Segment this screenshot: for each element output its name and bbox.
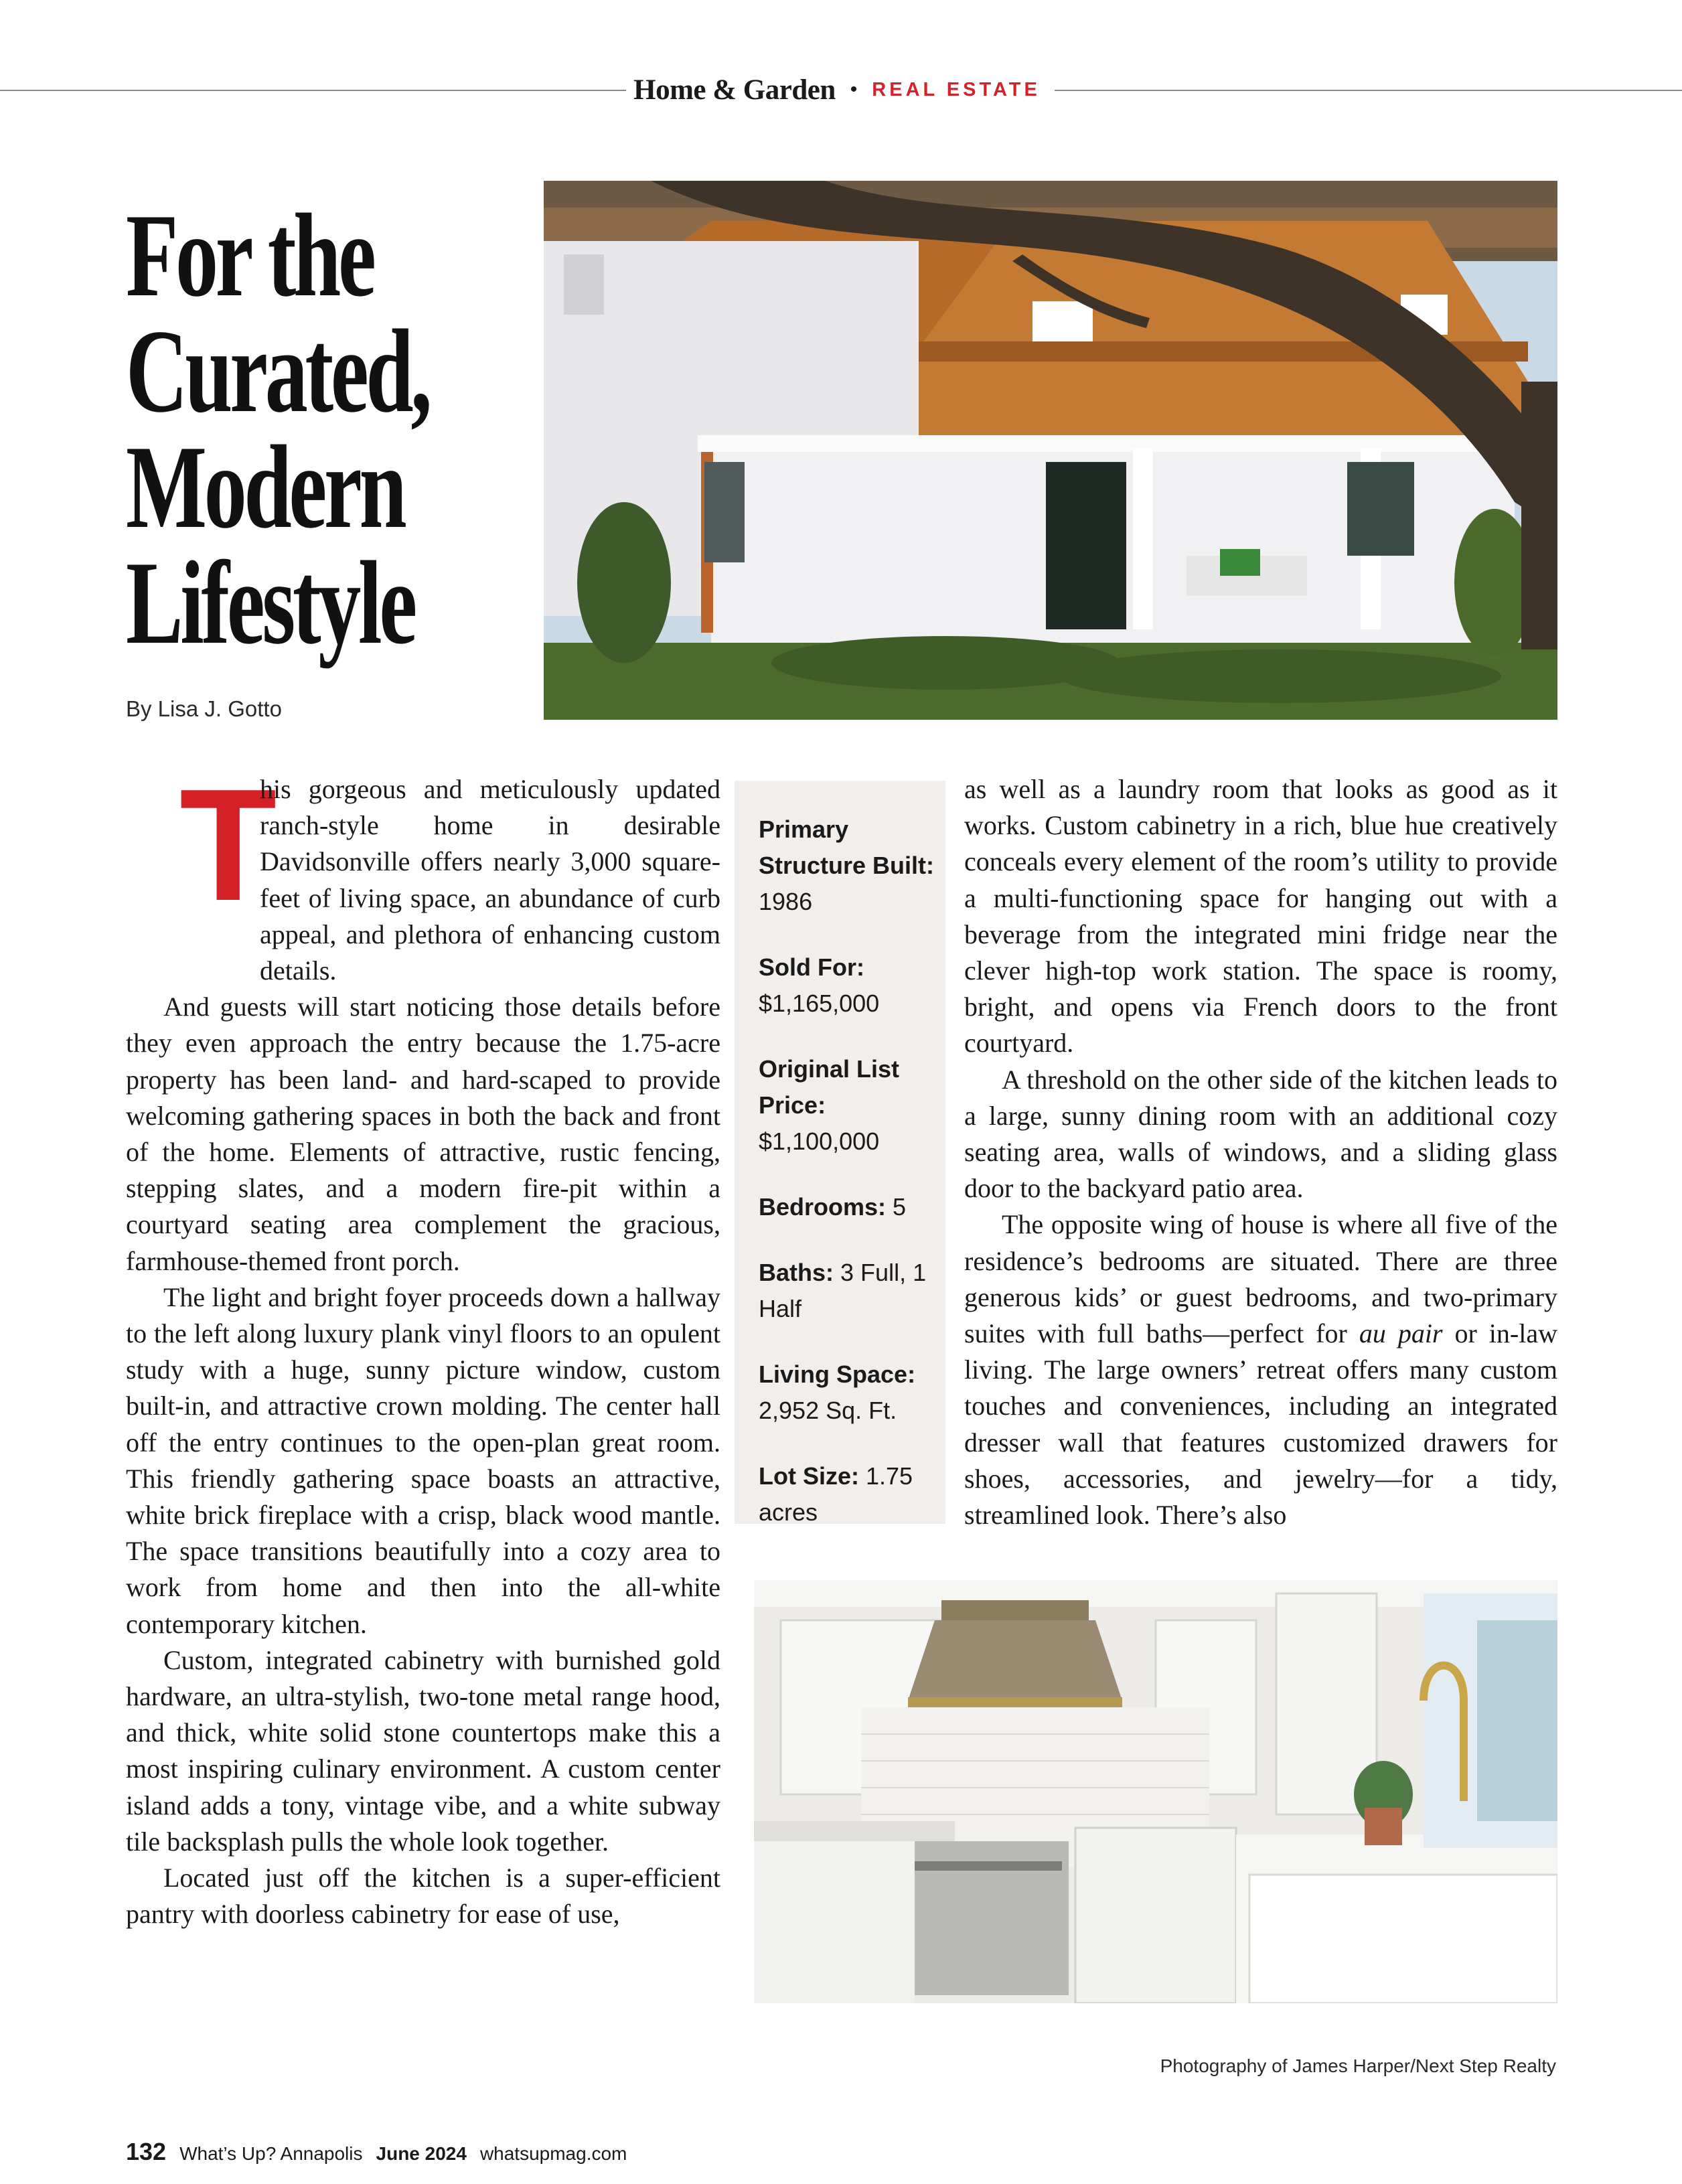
drop-cap: T xyxy=(179,757,277,934)
article-title xyxy=(126,189,435,669)
photo-credit: Photography of James Harper/Next Step Realty xyxy=(1160,2055,1556,2076)
fact-value: 5 xyxy=(893,1193,907,1221)
fact-value: 1986 xyxy=(759,888,813,915)
fact-value: $1,100,000 xyxy=(759,1127,880,1155)
title-line: Modern xyxy=(126,420,404,553)
paragraph-text: The opposite wing of house is where all five of the residence’s bedrooms are situated. There are three generous kids’ or guest bedrooms, and two-primary suites with full baths—perfect for xyxy=(964,1209,1557,1349)
fact-label: Sold For: xyxy=(759,953,864,981)
fact-label: Baths: xyxy=(759,1259,834,1286)
body-column-left xyxy=(126,757,720,1933)
website: whatsupmag.com xyxy=(479,2143,627,2164)
fact-sold-for xyxy=(759,949,939,1022)
paragraph-text: or in-law living. The large owners’ retreat offers many custom touches and conveniences, including an integrated dresser wall that features customized drawers for shoes, accessories, and jewelry—for a tidy, streamlined look. There’s also xyxy=(964,1318,1557,1531)
property-facts-sidebar xyxy=(735,781,945,1524)
body-paragraph xyxy=(964,1206,1557,1533)
fact-living-space xyxy=(759,1356,939,1429)
body-paragraph: And guests will start noticing those details before they even approach the entry because the 1.75-acre property has been land- and hard-scaped to provide welcoming gathering spaces in both the back and front of the home. Elements of attractive, rustic fencing, stepping slates, and a modern fire-pit within a courtyard seating area complement the gracious, farmhouse-themed front porch. xyxy=(126,992,720,1276)
title-line: Curated, xyxy=(126,305,430,437)
house-illustration xyxy=(544,181,1557,720)
fact-label: Lot Size: xyxy=(759,1462,859,1490)
running-header xyxy=(603,70,1071,110)
page-footer xyxy=(126,2138,627,2166)
fact-value: 3 Full, 1 Half xyxy=(759,1259,927,1322)
body-paragraph: The light and bright foyer proceeds down a hallway to the left along luxury plank vinyl floors to an opulent study with a huge, sunny picture window, custom built-in, and attractive crown molding. The center hall off the entry continues to the open-plan great room. This friendly gathering space boasts an attractive, white brick fireplace with a crisp, black wood mantle. The space transitions beautifully into a cozy area to work from home and then into the all-white contemporary kitchen. xyxy=(126,1281,720,1639)
byline: By Lisa J. Gotto xyxy=(126,696,282,721)
fact-lot-size xyxy=(759,1458,939,1531)
header-rule-right xyxy=(1055,90,1682,91)
body-paragraph: Custom, integrated cabinetry with burnished gold hardware, an ultra-stylish, two-tone metal range hood, and thick, white solid stone countertops make this a most inspiring culinary environment. A custom center island adds a tony, vintage vibe, and a white subway tile backsplash pulls the whole look together. xyxy=(126,1644,720,1857)
body-paragraph xyxy=(126,757,720,989)
fact-value: $1,165,000 xyxy=(759,990,880,1017)
fact-baths xyxy=(759,1255,939,1327)
kitchen-photo xyxy=(754,1580,1557,2003)
italic-term: au pair xyxy=(1359,1318,1443,1349)
magazine-name: What’s Up? Annapolis xyxy=(179,2143,363,2164)
title-line: Lifestyle xyxy=(126,536,414,669)
fact-list-price xyxy=(759,1051,939,1160)
fact-label: Original List Price: xyxy=(759,1055,900,1119)
fact-label: Bedrooms: xyxy=(759,1193,887,1221)
fact-value: 2,952 Sq. Ft. xyxy=(759,1397,897,1424)
fact-label: Living Space: xyxy=(759,1360,916,1388)
header-rule-left xyxy=(0,90,626,91)
title-line: For the xyxy=(126,189,374,321)
body-paragraph: Located just off the kitchen is a super-efficient pantry with doorless cabinetry for ease of use, xyxy=(126,1863,720,1930)
body-column-right xyxy=(964,771,1557,1533)
kitchen-illustration xyxy=(754,1580,1557,2003)
fact-bedrooms xyxy=(759,1189,939,1225)
paragraph-text: his gorgeous and meticulously updated ranch-style home in desirable Davidsonville offers nearly 3,000 square-feet of living space, an abundance of curb appeal, and plethora of enhancing custom details. xyxy=(260,774,720,986)
body-paragraph: A threshold on the other side of the kitchen leads to a large, sunny dining room with an additional cozy seating area, walls of windows, and a sliding glass door to the backyard patio area. xyxy=(964,1064,1557,1204)
fact-label: Primary Structure Built: xyxy=(759,815,935,879)
header-section: REAL ESTATE xyxy=(872,78,1041,100)
fact-value: 1.75 acres xyxy=(759,1462,913,1526)
body-paragraph: as well as a laundry room that looks as good as it works. Custom cabinetry in a rich, blue hue creatively conceals every element of the room’s utility to provide a multi-functioning space for hanging out with a beverage from the integrated mini fridge near the clever high-top work station. The space is roomy, bright, and opens via French doors to the front courtyard. xyxy=(964,774,1557,1059)
fact-built xyxy=(759,811,939,920)
page-number: 132 xyxy=(126,2138,167,2165)
issue-date: June 2024 xyxy=(376,2143,467,2164)
house-exterior-photo xyxy=(544,181,1557,720)
header-brand: Home & Garden xyxy=(633,74,836,106)
header-separator: • xyxy=(850,78,858,100)
